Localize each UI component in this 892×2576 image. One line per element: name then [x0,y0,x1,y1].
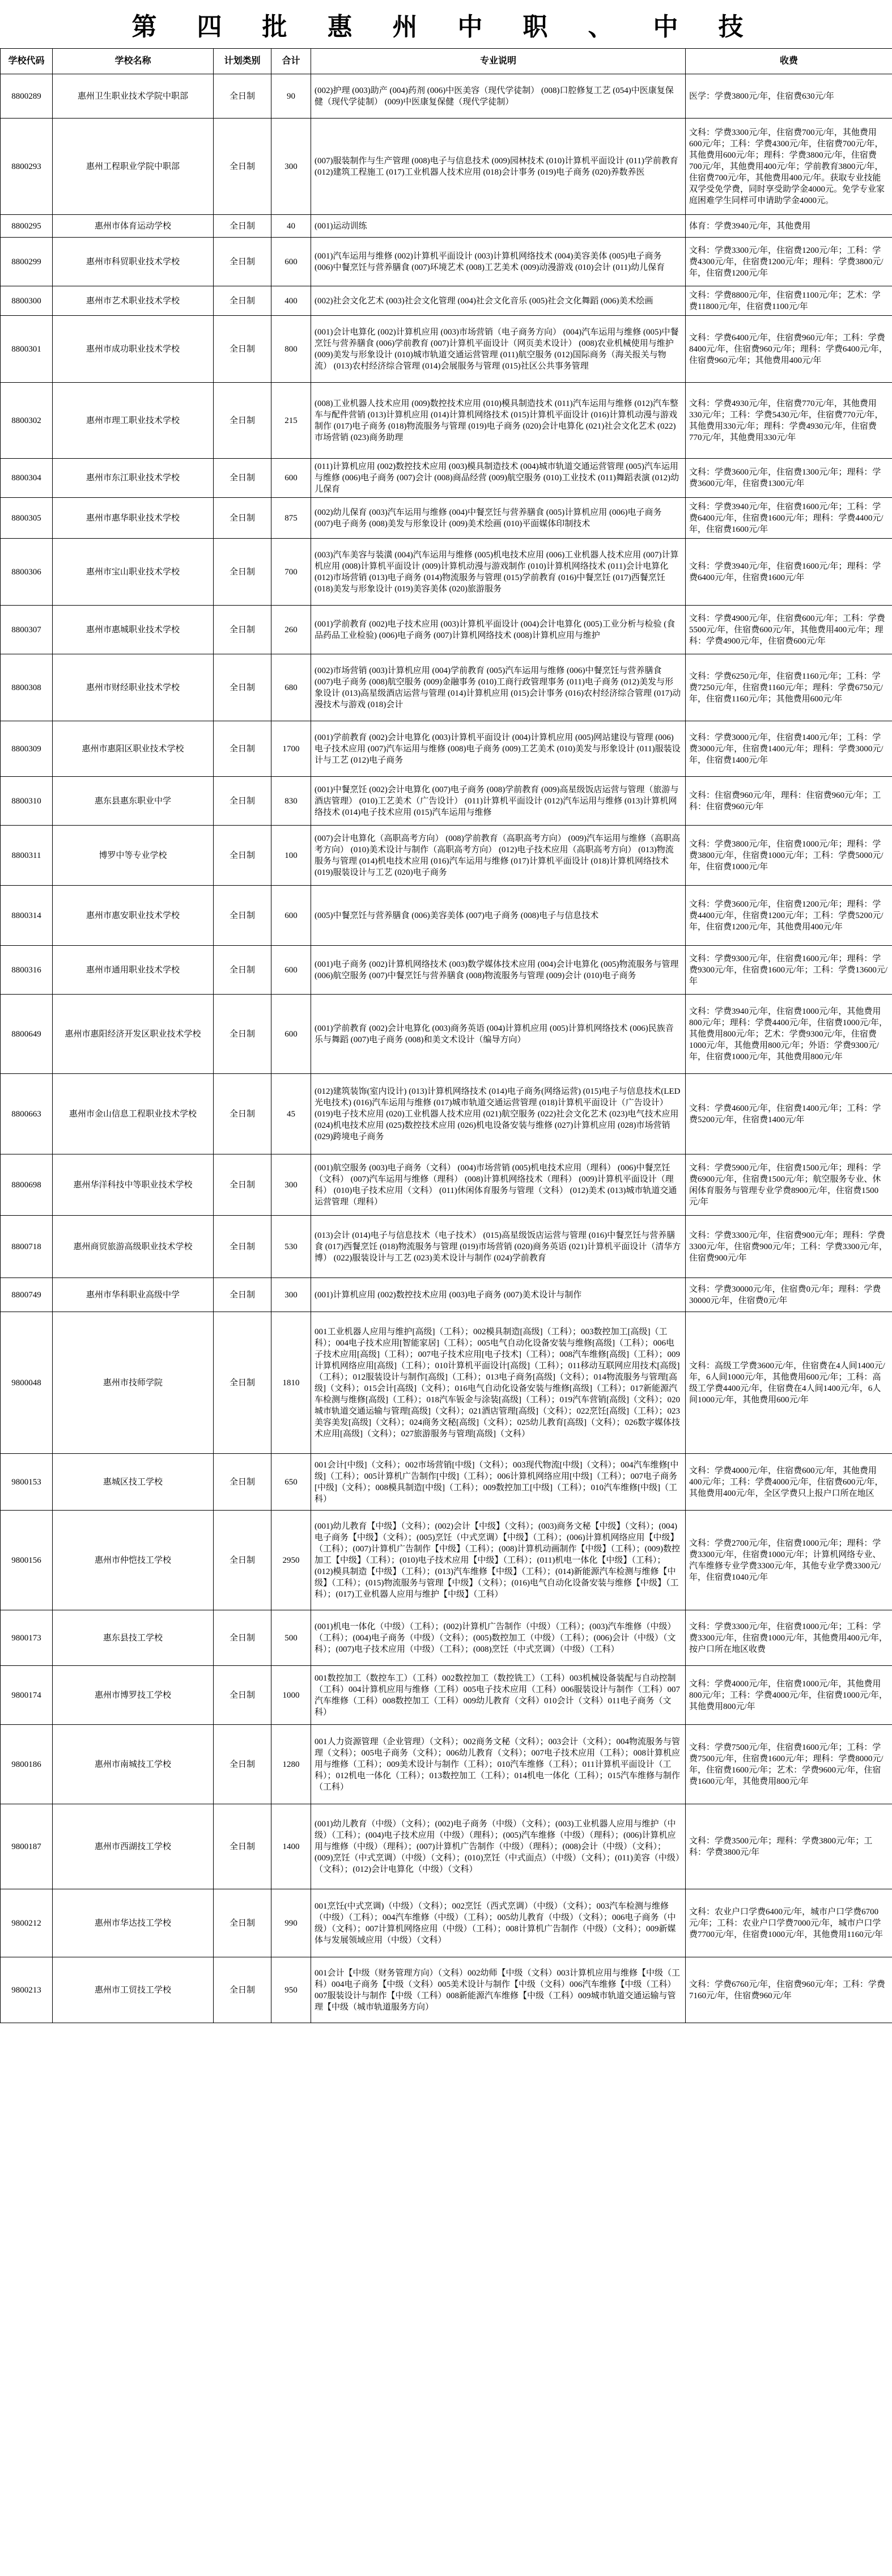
plan-type-cell: 全日制 [214,215,271,238]
majors-cell: (002)幼儿保育 (003)汽车运用与维修 (004)中餐烹饪与营养膳食 (005)计算机应用 (006)电子商务 (007)电子商务 (008)美发与形象设计 (009)美术绘画 (010)平面媒体印制技术 [311,498,686,539]
total-cell: 600 [271,946,311,995]
fee-cell: 文科：学费3940元/年，住宿费1000元/年，其他费用800元/年；理科：学费4400元/年，住宿费1000元/年，其他费用800元/年；艺术：学费9300元/年，住宿费1000元/年，其他费用800元/年；外语：学费9300元/年，住宿费1000元/年，其他费用800元/年 [686,995,892,1074]
school-code-cell: 9800187 [1,1804,53,1889]
plan-type-cell: 全日制 [214,606,271,654]
school-code-cell: 8800749 [1,1278,53,1312]
fee-cell: 文科：学费3940元/年，住宿费1600元/年；工科：学费6400元/年，住宿费1600元/年；理科：学费4400元/年，住宿费1600元/年 [686,498,892,539]
page-title: 第 四 批 惠 州 中 职 、 中 技 [131,12,761,41]
header-fee: 收费 [686,49,892,74]
school-code-cell: 9800174 [1,1666,53,1725]
school-name-cell: 惠州市财经职业技术学校 [53,654,214,721]
table-row [1,1278,892,1312]
fee-cell: 文科：学费3300元/年，住宿费1000元/年；工科：学费3300元/年，住宿费1000元/年，其他费用400元/年，按户口所在地区收费 [686,1610,892,1666]
plan-type-cell: 全日制 [214,654,271,721]
school-code-cell: 8800301 [1,316,53,383]
school-code-cell: 8800309 [1,721,53,777]
table-row [1,1454,892,1511]
fee-cell: 文科：学费4000元/年，住宿费1000元/年，其他费用800元/年；工科：学费4000元/年，住宿费1000元/年，其他费用800元/年 [686,1666,892,1725]
majors-cell: (012)建筑装饰(室内设计) (013)计算机网络技术 (014)电子商务(网络运营) (015)电子与信息技术(LED光电技术) (016)汽车运用与维修 (017)城市轨道交通运营管理 (018)计算机平面设计（广告设计） (019)电子技术应用 (020)工业机器人技术应用 (021)航空服务 (022)社会文化艺术 (023)电气技术应用 (024)机电技术应用 (025)数控技术应用 (026)机电设备安装与维修 (027)计算机应用 (028)市场营销 (029)跨境电子商务 [311,1074,686,1154]
table-row [1,606,892,654]
plan-type-cell: 全日制 [214,1666,271,1725]
table-row [1,1312,892,1454]
school-name-cell: 惠州市理工职业技术学校 [53,383,214,459]
table-row [1,459,892,498]
school-code-cell: 8800649 [1,995,53,1074]
total-cell: 500 [271,1610,311,1666]
school-code-cell: 9800153 [1,1454,53,1511]
plan-type-cell: 全日制 [214,1725,271,1804]
majors-cell: (001)运动训练 [311,215,686,238]
plan-type-cell: 全日制 [214,1957,271,2023]
total-cell: 300 [271,1278,311,1312]
plan-type-cell: 全日制 [214,1074,271,1154]
plan-type-cell: 全日制 [214,1454,271,1511]
school-code-cell: 9800156 [1,1511,53,1610]
fee-cell: 文科：学费6250元/年，住宿费1160元/年；工科：学费7250元/年，住宿费1160元/年；理科：学费6750元/年，住宿费1160元/年；其他费用600元/年 [686,654,892,721]
majors-cell: (001)幼儿教育（中级）（文科）；(002)电子商务（中级）（文科）；(003)工业机器人应用与维护（中级）（工科）；(004)电子技术应用（中级）（理科）；(005)汽车维修（中级）（理科）；(006)计算机应用与维修（中级）（理科）；(007)计算机广告制作（中级）（理科）；(008)会计（中级）（文科）；(009)烹饪（中式烹调）（中级）（文科）；(010)烹饪（中式面点）（中级）（文科）；(011)美容（中级）（文科）；(012)会计电算化（中级）（文科） [311,1804,686,1889]
majors-cell: (002)社会文化艺术 (003)社会文化管理 (004)社会文化音乐 (005)社会文化舞蹈 (006)美术绘画 [311,286,686,316]
fee-cell: 文科：学费9300元/年，住宿费1600元/年；理科：学费9300元/年，住宿费1600元/年；工科：学费13600元/年 [686,946,892,995]
majors-cell: (001)航空服务 (003)电子商务（文科） (004)市场营销 (005)机电技术应用（理科） (006)中餐烹饪（文科） (007)汽车运用与维修（理科） (008)计算机网络技术（理科） (009)计算机平面设计（理科） (010)电子技术应用（文科） (011)休闲体育服务与管理（文科） (012)美术 (013)城市轨道交通运营管理（理科） [311,1154,686,1216]
total-cell: 530 [271,1216,311,1278]
fee-cell: 文科：学费3940元/年，住宿费1600元/年；理科：学费6400元/年，住宿费1600元/年 [686,539,892,606]
majors-cell: 001数控加工（数控车工）（工科）002数控加工（数控铣工）（工科）003机械设备装配与自动控制（工科）004计算机应用与维修（工科）005电子技术应用（工科）006服装设计与制作（工科）007汽车维修（工科）008数控加工（工科）009幼儿教育（文科）010会计（文科）011电子商务（文科） [311,1666,686,1725]
school-code-cell: 8800306 [1,539,53,606]
header-total: 合计 [271,49,311,74]
total-cell: 260 [271,606,311,654]
plan-type-cell: 全日制 [214,459,271,498]
school-name-cell: 惠州市东江职业技术学校 [53,459,214,498]
total-cell: 600 [271,886,311,946]
school-name-cell: 惠州市华科职业高级中学 [53,1278,214,1312]
total-cell: 2950 [271,1511,311,1610]
total-cell: 600 [271,459,311,498]
school-name-cell: 惠州市惠阳区职业技术学校 [53,721,214,777]
school-code-cell: 8800314 [1,886,53,946]
fee-cell: 体育：学费3940元/年，其他费用 [686,215,892,238]
school-code-cell: 8800300 [1,286,53,316]
fee-cell: 医学：学费3800元/年，住宿费630元/年 [686,74,892,119]
school-name-cell: 惠州市南城技工学校 [53,1725,214,1804]
table-row [1,539,892,606]
plan-type-cell: 全日制 [214,1216,271,1278]
fee-cell: 文科：学费3600元/年，住宿费1200元/年；理科：学费4400元/年，住宿费1200元/年；工科：学费5200元/年，住宿费1200元/年，其他费用400元/年 [686,886,892,946]
school-code-cell: 8800293 [1,119,53,215]
table-row [1,316,892,383]
school-code-cell: 8800311 [1,826,53,886]
total-cell: 1400 [271,1804,311,1889]
plan-type-cell: 全日制 [214,498,271,539]
fee-cell: 文科：学费3300元/年，住宿费900元/年；理科：学费3300元/年，住宿费900元/年；工科：学费3300元/年，住宿费900元/年 [686,1216,892,1278]
school-name-cell: 惠州市通用职业技术学校 [53,946,214,995]
school-code-cell: 8800307 [1,606,53,654]
total-cell: 40 [271,215,311,238]
majors-cell: (002)护理 (003)助产 (004)药剂 (006)中医美容（现代学徒制） (008)口腔修复工艺 (054)中医康复保健（现代学徒制） (009)中医康复保健（现代学徒制） [311,74,686,119]
school-code-cell: 8800295 [1,215,53,238]
total-cell: 400 [271,286,311,316]
school-name-cell: 惠州卫生职业技术学院中职部 [53,74,214,119]
majors-cell: (013)会计 (014)电子与信息技术（电子技术） (015)高星级饭店运营与管理 (016)中餐烹饪与营养膳食 (017)西餐烹饪 (018)物流服务与管理 (019)市场营销 (020)商务英语 (021)计算机平面设计（清华方博） (022)服装设计与工艺 (023)美术设计与制作 (024)学前教育 [311,1216,686,1278]
school-code-cell: 9800212 [1,1889,53,1957]
school-name-cell: 惠州市宝山职业技术学校 [53,539,214,606]
school-name-cell: 惠州市惠安职业技术学校 [53,886,214,946]
fee-cell: 文科：学费8800元/年，住宿费1100元/年；艺术：学费11800元/年，住宿费1100元/年 [686,286,892,316]
plan-type-cell: 全日制 [214,826,271,886]
majors-cell: (001)会计电算化 (002)计算机应用 (003)市场营销（电子商务方向） (004)汽车运用与维修 (005)中餐烹饪与营养膳食 (006)学前教育 (007)计算机平面设计（网页美术设计） (008)农业机械使用与维护 (009)美发与形象设计 (010)城市轨道交通运营管理 (011)航空服务 (012)国际商务（海关报关与物流） (013)农村经济综合管理 (014)会展服务与管理 (015)社区公共事务管理 [311,316,686,383]
total-cell: 800 [271,316,311,383]
plan-type-cell: 全日制 [214,1610,271,1666]
majors-cell: (001)学前教育 (002)会计电算化 (003)商务英语 (004)计算机应用 (005)计算机网络技术 (006)民族音乐与舞蹈 (007)电子商务 (008)和美文术设计（编导方向） [311,995,686,1074]
fee-cell: 文科：学费4600元/年，住宿费1400元/年；工科：学费5200元/年，住宿费1400元/年 [686,1074,892,1154]
school-name-cell: 惠州市惠阳经济开发区职业技术学校 [53,995,214,1074]
majors-cell: 001人力资源管理（企业管理）（文科）；002商务文秘（文科）；003会计（文科）；004物流服务与管理（文科）；005电子商务（文科）；006幼儿教育（文科）；007电子技术应用（工科）；008计算机应用与维修（工科）；009美术设计与制作（工科）；010汽车维修（工科）；011计算机平面设计（工科）；012机电一体化（工科）；013数控加工（工科）；014机电一体化（工科）；015汽车维修与制作（工科） [311,1725,686,1804]
total-cell: 215 [271,383,311,459]
school-code-cell: 9800048 [1,1312,53,1454]
school-name-cell: 惠州华洋科技中等职业技术学校 [53,1154,214,1216]
fee-cell: 文科：学费5900元/年，住宿费1500元/年；理科：学费6900元/年，住宿费1500元/年；航空服务专业、休闲体育服务与管理专业学费8900元/年，住宿费1500元/年 [686,1154,892,1216]
plan-type-cell: 全日制 [214,721,271,777]
majors-cell: (011)计算机应用 (002)数控技术应用 (003)模具制造技术 (004)城市轨道交通运营管理 (005)汽车运用与维修 (006)电子商务 (007)会计 (008)商品经营 (009)航空服务 (010)工业技术 (011)舞蹈表演 (012)幼儿保育 [311,459,686,498]
total-cell: 1700 [271,721,311,777]
school-code-cell: 9800213 [1,1957,53,2023]
school-code-cell: 8800698 [1,1154,53,1216]
majors-cell: (001)中餐烹饪 (002)会计电算化 (007)电子商务 (008)学前教育 (009)高星级饭店运营与管理（旅游与酒店管理） (010)工艺美术（广告设计） (011)计算机平面设计 (012)汽车运用与维修 (013)计算机网络技术 (014)电子技术应用 (015)汽车运用与维修 [311,777,686,826]
school-name-cell: 惠州市惠城职业技术学校 [53,606,214,654]
fee-cell: 文科：学费2700元/年，住宿费1000元/年；理科：学费3300元/年，住宿费1000元/年；计算机网络专业、汽车维修专业学费3300元/年，其他专业学费3300元/年，住宿费1040元/年 [686,1511,892,1610]
school-code-cell: 8800304 [1,459,53,498]
majors-cell: 001工业机器人应用与维护[高级]（工科）；002模具制造[高级]（工科）；003数控加工[高级]（工科）；004电子技术应用[智能家居]（工科）；005电气自动化设备安装与维修[高级]（工科）；006电子技术应用[高级]（工科）；007电子技术应用[电子技术]（工科）；008汽车维修[高级]（工科）；009计算机网络应用[高级]（工科）；010计算机平面设计[高级]（工科）；011移动互联网应用技术[高级]（工科）；012服装设计与制作[高级]（工科）；013电子商务[高级]（文科）；014物流服务与管理[高级]（文科）；015会计[高级]（文科）；016电气自动化设备安装与维修[高级]（工科）；017新能源汽车检测与维修[高级]（工科）；018汽车钣金与涂装[高级]（工科）；019汽车营销[高级]（文科）；020城市轨道交通运输与管理[高级]（文科）；021酒店管理[高级]（文科）；022烹饪[高级]（工科）；023美容美发[高级]（文科）；024商务文秘[高级]（文科）；025幼儿教育[高级]（文科）；026数字媒体技术应用[高级]（文科）；027旅游服务与管理[高级]（文科） [311,1312,686,1454]
school-name-cell: 惠州市华达技工学校 [53,1889,214,1957]
fee-cell: 文科：学费6760元/年，住宿费960元/年；工科：学费7160元/年，住宿费960元/年 [686,1957,892,2023]
school-name-cell: 惠州市西湖技工学校 [53,1804,214,1889]
majors-cell: (001)学前教育 (002)会计电算化 (003)计算机平面设计 (004)计算机应用 (005)网站建设与管理 (006)电子技术应用 (007)汽车运用与维修 (008)电子商务 (009)工艺美术 (010)美发与形象设计 (011)服装设计与工艺 (012)电子商务 [311,721,686,777]
school-name-cell: 惠东县技工学校 [53,1610,214,1666]
school-code-cell: 8800663 [1,1074,53,1154]
fee-cell: 文科：学费3300元/年，住宿费1200元/年；工科：学费4300元/年，住宿费1200元/年；理科：学费3800元/年，住宿费1200元/年 [686,238,892,286]
school-table [0,48,892,2023]
table-row [1,777,892,826]
plan-type-cell: 全日制 [214,995,271,1074]
fee-cell: 文科：高级工学费3600元/年，住宿费在4人间1400元/年，6人间1000元/年，其他费用600元/年；工科：高级工学费4400元/年，住宿费在4人间1400元/年，6人间1000元/年，其他费用600元/年 [686,1312,892,1454]
plan-type-cell: 全日制 [214,238,271,286]
total-cell: 45 [271,1074,311,1154]
plan-type-cell: 全日制 [214,383,271,459]
school-code-cell: 8800308 [1,654,53,721]
school-code-cell: 9800173 [1,1610,53,1666]
majors-cell: (002)市场营销 (003)计算机应用 (004)学前教育 (005)汽车运用与维修 (006)中餐烹饪与营养膳食 (007)电子商务 (008)航空服务 (009)金融事务 (010)工商行政管理事务 (011)电子商务 (012)美发与形象设计 (013)高星级酒店运营与管理 (014)计算机应用 (015)会计事务 (016)农村经济综合管理 (017)动漫技术与游戏 (018)会计 [311,654,686,721]
fee-cell: 文科：学费3800元/年，住宿费1000元/年；理科：学费3800元/年，住宿费1000元/年；工科：学费5000元/年，住宿费1000元/年 [686,826,892,886]
majors-cell: (001)汽车运用与维修 (002)计算机平面设计 (003)计算机网络技术 (004)美容美体 (005)电子商务 (006)中餐烹饪与营养膳食 (007)环境艺术 (008)工艺美术 (009)动漫游戏 (010)会计 (011)幼儿保育 [311,238,686,286]
majors-cell: (008)工业机器人技术应用 (009)数控技术应用 (010)模具制造技术 (011)汽车运用与维修 (012)汽车整车与配件营销 (013)计算机应用 (014)计算机网络技术 (015)计算机平面设计 (016)计算机动漫与游戏制作 (017)电子商务 (018)物流服务与管理 (019)电子商务 (020)会计电算化 (021)社会文化艺术 (022)市场营销 (023)商务助理 [311,383,686,459]
plan-type-cell: 全日制 [214,1312,271,1454]
table-row [1,238,892,286]
table-row [1,286,892,316]
school-code-cell: 8800718 [1,1216,53,1278]
plan-type-cell: 全日制 [214,74,271,119]
table-row [1,721,892,777]
fee-cell: 文科：学费4930元/年，住宿费770元/年，其他费用330元/年；工科：学费5430元/年，住宿费770元/年，其他费用330元/年；理科：学费4930元/年，住宿费770元/年，其他费用330元/年 [686,383,892,459]
table-row [1,498,892,539]
table-row [1,654,892,721]
school-name-cell: 惠州市体育运动学校 [53,215,214,238]
table-row [1,1610,892,1666]
school-name-cell: 惠东县惠东职业中学 [53,777,214,826]
school-code-cell: 8800310 [1,777,53,826]
table-row [1,886,892,946]
total-cell: 950 [271,1957,311,2023]
majors-cell: 001烹饪(中式烹调)（中级）（文科）；002烹饪（西式烹调）（中级）（文科）；003汽车检测与维修（中级）（工科）；004汽车维修（中级）（工科）；005幼儿教育（中级）（文科）；006电子商务（中级）（文科）；007计算机网络应用（中级）（工科）；008计算机广告制作（中级）（文科）；009新媒体与发展领域应用（中级）（文科） [311,1889,686,1957]
table-body [1,74,892,2023]
school-code-cell: 8800305 [1,498,53,539]
fee-cell: 文科：学费4900元/年，住宿费600元/年；工科：学费5500元/年，住宿费600元/年，其他费用400元/年；理科：学费4900元/年，住宿费600元/年 [686,606,892,654]
fee-cell: 文科：学费3000元/年，住宿费1400元/年；工科：学费3000元/年，住宿费1400元/年；理科：学费3000元/年，住宿费1400元/年 [686,721,892,777]
school-name-cell: 惠州市成功职业技术学校 [53,316,214,383]
table-row [1,1154,892,1216]
school-code-cell: 8800302 [1,383,53,459]
school-name-cell: 惠州市科贸职业技术学校 [53,238,214,286]
total-cell: 875 [271,498,311,539]
table-row [1,119,892,215]
table-row [1,1889,892,1957]
table-row [1,215,892,238]
plan-type-cell: 全日制 [214,1889,271,1957]
header-majors: 专业说明 [311,49,686,74]
total-cell: 90 [271,74,311,119]
table-row [1,383,892,459]
total-cell: 700 [271,539,311,606]
fee-cell: 文科：学费4000元/年，住宿费600元/年，其他费用400元/年；工科：学费4000元/年，住宿费600元/年，其他费用400元/年，全区学费只上报户口所在地区 [686,1454,892,1511]
table-row [1,74,892,119]
school-name-cell: 惠州市工贸技工学校 [53,1957,214,2023]
fee-cell: 文科：农业户口学费6400元/年，城市户口学费6700元/年；工科：农业户口学费7000元/年，城市户口学费7700元/年，住宿费1000元/年，其他费用1160元/年 [686,1889,892,1957]
table-row [1,1511,892,1610]
table-header-row [1,49,892,74]
total-cell: 300 [271,1154,311,1216]
plan-type-cell: 全日制 [214,119,271,215]
total-cell: 1810 [271,1312,311,1454]
school-code-cell: 9800186 [1,1725,53,1804]
plan-type-cell: 全日制 [214,777,271,826]
majors-cell: (001)机电一体化（中级）（工科）；(002)计算机广告制作（中级）（工科）；(003)汽车维修（中级）（工科）；(004)电子商务（中级）（文科）；(005)数控加工（中级）（工科）；(006)会计（中级）（文科）；(007)电子技术应用（中级）（工科）；(008)烹饪（中式烹调）（中级）（工科） [311,1610,686,1666]
fee-cell: 文科：住宿费960元/年，理科：住宿费960元/年；工科：住宿费960元/年 [686,777,892,826]
fee-cell: 文科：学费6400元/年，住宿费960元/年；工科：学费8400元/年，住宿费960元/年；理科：学费6400元/年，住宿费960元/年；其他费用400元/年 [686,316,892,383]
table-row [1,946,892,995]
table-row [1,1957,892,2023]
school-name-cell: 惠州市仲恺技工学校 [53,1511,214,1610]
total-cell: 600 [271,238,311,286]
plan-type-cell: 全日制 [214,1511,271,1610]
header-school-code: 学校代码 [1,49,53,74]
school-name-cell: 博罗中等专业学校 [53,826,214,886]
school-code-cell: 8800316 [1,946,53,995]
total-cell: 680 [271,654,311,721]
fee-cell: 文科：学费3300元/年，住宿费700元/年，其他费用600元/年；工科：学费4300元/年，住宿费700元/年，其他费用600元/年；理科：学费3800元/年，住宿费700元/年，其他费用400元/年；学前教育3800元/年，住宿费700元/年，其他费用400元/年。获取专业技能双学受免学费，同时享受助学金4000元。免学专业家庭困难学生同样可申请助学金4000元。 [686,119,892,215]
school-name-cell: 惠城区技工学校 [53,1454,214,1511]
school-name-cell: 惠州工程职业学院中职部 [53,119,214,215]
table-row [1,1216,892,1278]
table-row [1,995,892,1074]
table-row [1,826,892,886]
majors-cell: (007)服装制作与生产管理 (008)电子与信息技术 (009)园林技术 (010)计算机平面设计 (011)学前教育 (012)建筑工程施工 (017)工业机器人技术应用 (018)会计事务 (019)电子商务 (020)养数养医 [311,119,686,215]
table-row [1,1804,892,1889]
fee-cell: 文科：学费3600元/年，住宿费1300元/年；理科：学费3600元/年，住宿费1300元/年 [686,459,892,498]
majors-cell: (005)中餐烹饪与营养膳食 (006)美容美体 (007)电子商务 (008)电子与信息技术 [311,886,686,946]
header-plan-type: 计划类别 [214,49,271,74]
plan-type-cell: 全日制 [214,286,271,316]
plan-type-cell: 全日制 [214,316,271,383]
fee-cell: 文科：学费30000元/年，住宿费0元/年；理科：学费30000元/年，住宿费0元/年 [686,1278,892,1312]
majors-cell: (001)计算机应用 (002)数控技术应用 (003)电子商务 (007)美术设计与制作 [311,1278,686,1312]
school-name-cell: 惠州商贸旅游高级职业技术学校 [53,1216,214,1278]
total-cell: 1000 [271,1666,311,1725]
table-row [1,1666,892,1725]
table-row [1,1074,892,1154]
fee-cell: 文科：学费7500元/年，住宿费1600元/年；工科：学费7500元/年，住宿费1600元/年；理科：学费8000元/年，住宿费1600元/年；艺术：学费9600元/年，住宿费1600元/年，其他费用800元/年 [686,1725,892,1804]
total-cell: 990 [271,1889,311,1957]
total-cell: 300 [271,119,311,215]
school-name-cell: 惠州市惠华职业技术学校 [53,498,214,539]
plan-type-cell: 全日制 [214,946,271,995]
plan-type-cell: 全日制 [214,539,271,606]
majors-cell: 001会计【中级（财务管理方向）（文科）002幼师【中级（文科）003计算机应用与维修【中级（工科）004电子商务【中级（文科）005美术设计与制作【中级（文科）006汽车维修【中级（工科）007服装设计与制作【中级（工科）008新能源汽车维修【中级（工科）009城市轨道交通运输与管理【中级（城市轨道服务方向） [311,1957,686,2023]
school-name-cell: 惠州市博罗技工学校 [53,1666,214,1725]
total-cell: 650 [271,1454,311,1511]
majors-cell: (001)幼儿教育【中级】（文科）；(002)会计【中级】（文科）；(003)商务文秘【中级】（文科）；(004)电子商务【中级】（文科）；(005)烹饪（中式烹调）【中级】（工科）；(006)计算机网络应用【中级】（工科）；(007)计算机广告制作【中级】（工科）；(008)计算机动画制作【中级】（工科）；(009)数控加工【中级】（工科）；(010)电子技术应用【中级】（工科）；(011)机电一体化【中级】（工科）；(012)模具制造【中级】（工科）；(013)汽车维修【中级】（工科）；(014)新能源汽车检测与维修【中级】（工科）；(015)物流服务与管理【中级】（文科）；(016)电气自动化设备安装与维修【中级】（工科）；(017)工业机器人应用与维护【中级】（工科） [311,1511,686,1610]
table-row [1,1725,892,1804]
total-cell: 1280 [271,1725,311,1804]
total-cell: 830 [271,777,311,826]
school-code-cell: 8800299 [1,238,53,286]
majors-cell: (001)电子商务 (002)计算机网络技术 (003)数学媒体技术应用 (004)会计电算化 (005)物流服务与管理 (006)航空服务 (007)中餐烹饪与营养膳食 (008)物流服务与管理 (009)会计 (010)电子商务 [311,946,686,995]
majors-cell: 001会计[中级]（文科）；002市场营销[中级]（文科）；003现代物流[中级]（文科）；004汽车维修[中级]（工科）；005计算机广告制作[中级]（工科）；006计算机网络应用[中级]（工科）；007电子商务[中级]（文科）；008模具制造[中级]（工科）；009数控加工[中级]（工科）；010汽车维修[中级]（工科） [311,1454,686,1511]
school-name-cell: 惠州市技师学院 [53,1312,214,1454]
fee-cell: 文科：学费3500元/年；理科：学费3800元/年；工科：学费3800元/年 [686,1804,892,1889]
school-code-cell: 8800289 [1,74,53,119]
total-cell: 600 [271,995,311,1074]
plan-type-cell: 全日制 [214,1804,271,1889]
majors-cell: (003)汽车美容与装潢 (004)汽车运用与维修 (005)机电技术应用 (006)工业机器人技术应用 (007)计算机应用 (008)计算机平面设计 (009)计算机动漫与游戏制作 (010)计算机网络技术 (011)会计电算化 (012)市场营销 (013)电子商务 (014)物流服务与管理 (015)学前教育 (016)中餐烹饪 (017)西餐烹饪 (018)美发与形象设计 (019)美容美体 (020)旅游服务 [311,539,686,606]
total-cell: 100 [271,826,311,886]
plan-type-cell: 全日制 [214,886,271,946]
school-name-cell: 惠州市艺术职业技术学校 [53,286,214,316]
school-name-cell: 惠州市金山信息工程职业技术学校 [53,1074,214,1154]
majors-cell: (007)会计电算化（高职高考方向） (008)学前教育（高职高考方向） (009)汽车运用与维修（高职高考方向） (010)美术设计与制作（高职高考方向） (012)电子技术应用（高职高考方向） (013)物流服务与管理 (014)机电技术应用 (016)汽车运用与维修 (017)计算机平面设计 (018)计算机网络技术 (019)服装设计与工艺 (020)电子商务 [311,826,686,886]
majors-cell: (001)学前教育 (002)电子技术应用 (003)计算机平面设计 (004)会计电算化 (005)工业分析与检验 (食品药品工业检验) (006)电子商务 (007)计算机网络技术 (008)计算机应用与维护 [311,606,686,654]
plan-type-cell: 全日制 [214,1154,271,1216]
header-school-name: 学校名称 [53,49,214,74]
plan-type-cell: 全日制 [214,1278,271,1312]
